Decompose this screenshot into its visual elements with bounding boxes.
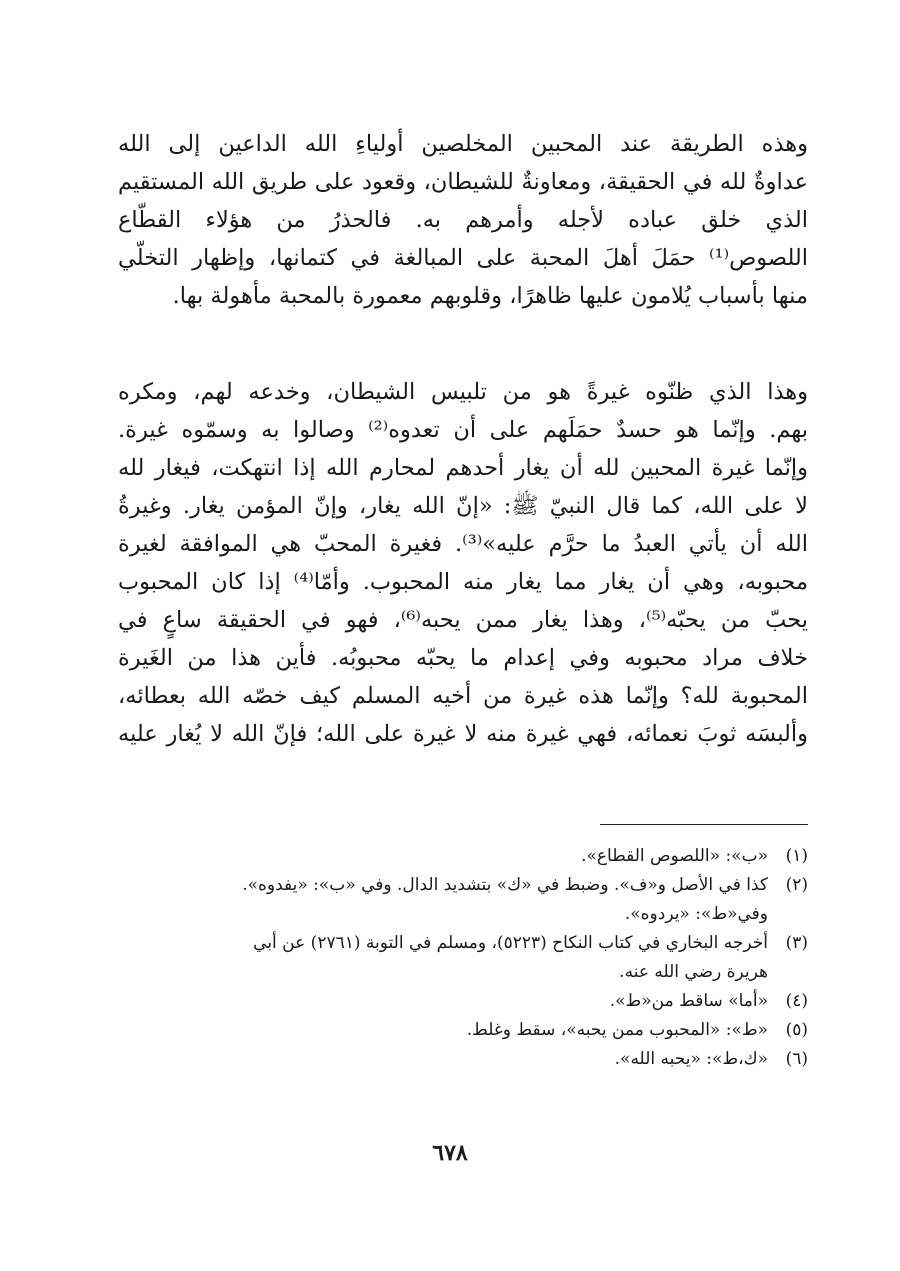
text-line: الذي خلق عباده لأجله وأمرهم به. فالحذرُ من هؤلاء القطّاع	[118, 207, 808, 233]
footnote-text	[100, 1045, 768, 1074]
footnote-text	[100, 842, 768, 871]
text-line: وإنّما غيرة المحبين لله أن يغار أحدهم لمحارم الله إذا انتهكت، فيغار لله	[118, 455, 808, 481]
footnote-4	[100, 987, 808, 1016]
page-number: ٦٧٨	[432, 1140, 468, 1166]
footnote-number: (٤)	[785, 991, 808, 1011]
footnote-number: (٣)	[785, 933, 808, 953]
footnote-number: (٢)	[785, 875, 808, 895]
text-line: بهم. وإنّما هو حسدٌ حمَلَهم على أن تعدوه⁽²⁾ وصالوا به وسمّوه غيرة.	[118, 417, 808, 443]
footnote-text	[100, 871, 768, 929]
footnote-line: «ك،ط»: «يحبه الله».	[614, 1049, 768, 1069]
footnote-line: «ب»: «اللصوص القطاع».	[581, 846, 768, 866]
text-line: يحبّ من يحبّه⁽⁵⁾، وهذا يغار ممن يحبه⁽⁶⁾، فهو في الحقيقة ساعٍ في	[118, 607, 808, 633]
footnote-5	[100, 1016, 808, 1045]
text-line: المحبوبة لله؟ وإنّما هذه غيرة من أخيه المسلم كيف خصّه الله بعطائه،	[118, 683, 808, 709]
footnote-text	[100, 929, 768, 987]
footnote-divider	[600, 824, 808, 825]
footnote-line: «ط»: «المحبوب ممن يحبه»، سقط وغلط.	[466, 1020, 768, 1040]
footnote-number: (١)	[785, 846, 808, 866]
paragraph-2	[118, 373, 808, 753]
footnote-line: هريرة رضي الله عنه.	[619, 962, 768, 982]
footnote-1	[100, 842, 808, 871]
footnote-line: «أما» ساقط من«ط».	[609, 991, 768, 1011]
footnote-2	[100, 871, 808, 929]
footnote-number: (٦)	[785, 1049, 808, 1069]
text-line: اللصوص⁽¹⁾ حمَلَ أهلَ المحبة على المبالغة في كتمانها، وإظهار التخلّي	[118, 245, 808, 271]
footnote-line: كذا في الأصل و«ف». وضبط في «ك» بتشديد الدال. وفي «ب»: «يفدوه».	[242, 875, 768, 895]
text-line: محبوبه، وهي أن يغار مما يغار منه المحبوب. وأمّا⁽⁴⁾ إذا كان المحبوب	[118, 569, 808, 595]
footnote-number: (٥)	[785, 1020, 808, 1040]
paragraph-1	[118, 125, 808, 315]
text-line: وألبسَه ثوبَ نعمائه، فهي غيرة منه لا غيرة على الله؛ فإنّ الله لا يُغار عليه	[118, 721, 808, 747]
text-line: لا على الله، كما قال النبيّ ﷺ: «إنّ الله يغار، وإنّ المؤمن يغار. وغيرةُ	[118, 493, 808, 519]
footnote-text	[100, 987, 768, 1016]
footnote-text	[100, 1016, 768, 1045]
text-line: الله أن يأتي العبدُ ما حرَّم عليه»⁽³⁾. فغيرة المحبّ هي الموافقة لغيرة	[118, 531, 808, 557]
footnote-6	[100, 1045, 808, 1074]
text-line: منها بأسباب يُلامون عليها ظاهرًا، وقلوبهم معمورة بالمحبة مأهولة بها.	[172, 283, 808, 309]
text-line: خلاف مراد محبوبه وفي إعدام ما يحبّه محبوبُه. فأين هذا من الغَيرة	[118, 645, 808, 671]
footnotes	[100, 842, 808, 1074]
footnote-line: أخرجه البخاري في كتاب النكاح (٥٢٢٣)، ومسلم في التوبة (٢٧٦١) عن أبي	[253, 933, 768, 953]
text-line: عداوةٌ لله في الحقيقة، ومعاونةٌ للشيطان، وقعود على طريق الله المستقيم	[118, 169, 808, 195]
footnote-line: وفي«ط»: «يردوه».	[624, 904, 768, 924]
text-line: وهذه الطريقة عند المحبين المخلصين أولياءِ الله الداعين إلى الله	[118, 131, 808, 157]
text-line: وهذا الذي ظنّوه غيرةً هو من تلبيس الشيطان، وخدعه لهم، ومكره	[118, 379, 808, 405]
footnote-3	[100, 929, 808, 987]
